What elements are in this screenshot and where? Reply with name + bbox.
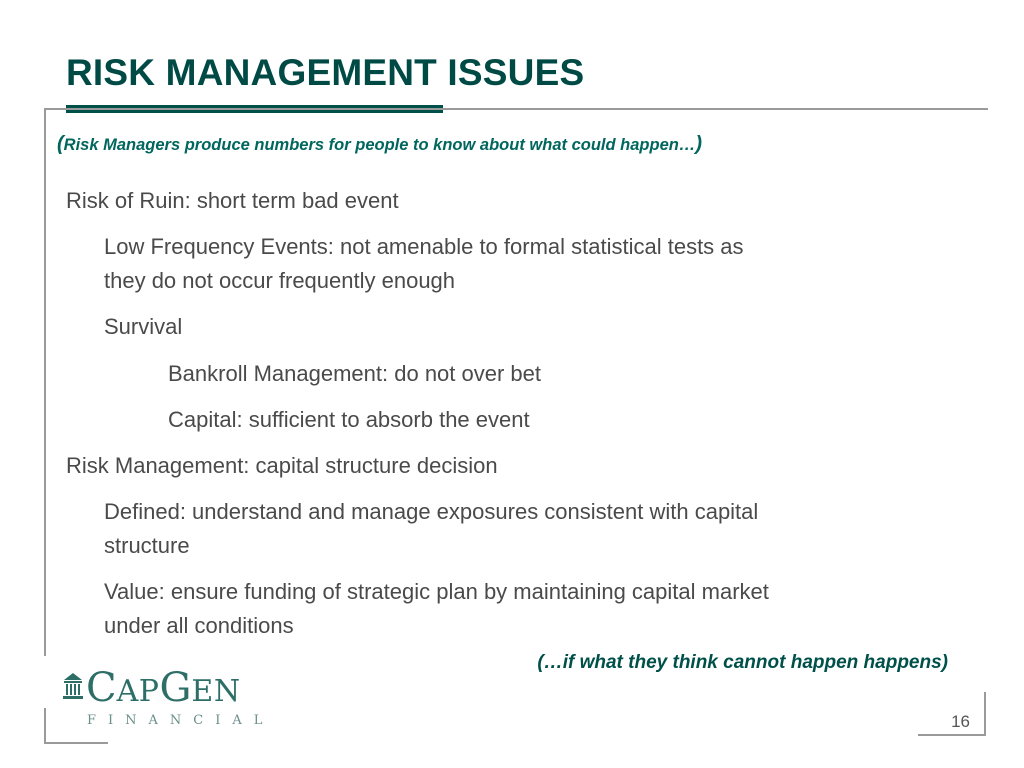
bullet-item: they do not occur frequently enough (104, 268, 456, 293)
footnote: (…if what they think cannot happen happens) (537, 652, 948, 673)
left-divider-rule (44, 108, 46, 656)
corner-bracket-bottom-right-base (918, 734, 986, 736)
logo-wordmark: CAPGEN (86, 665, 241, 711)
capgen-logo (62, 665, 275, 735)
bullet-item: Risk of Ruin: short term bad event (66, 188, 399, 213)
bullet-item: Bankroll Management: do not over bet (168, 361, 542, 386)
subtitle-text: Risk Managers produce numbers for people to know about what could happen… (63, 136, 696, 154)
subtitle-close-paren: ) (695, 133, 702, 155)
slide-title: RISK MANAGEMENT ISSUES (66, 52, 585, 93)
page-number: 16 (951, 712, 970, 731)
building-columns-icon (62, 671, 84, 701)
corner-bracket-bottom-left (44, 708, 46, 744)
bullet-item: Defined: understand and manage exposures consistent with capital (104, 499, 759, 524)
subtitle-open-paren: ( (57, 133, 64, 155)
bullet-item: structure (104, 533, 190, 558)
bullet-item: Capital: sufficient to absorb the event (168, 407, 530, 432)
corner-bracket-bottom-left-base (44, 742, 108, 744)
bullet-item: Low Frequency Events: not amenable to formal statistical tests as (104, 234, 744, 259)
logo-subtitle: FINANCIAL (87, 713, 275, 728)
bullet-item: Value: ensure funding of strategic plan by maintaining capital market (104, 579, 769, 604)
top-divider-rule (46, 108, 988, 110)
bullet-item: Survival (104, 314, 183, 339)
bullet-item: under all conditions (104, 613, 294, 638)
corner-bracket-bottom-right (984, 692, 986, 736)
bullet-item: Risk Management: capital structure decision (66, 453, 498, 478)
slide-subtitle (57, 133, 702, 156)
